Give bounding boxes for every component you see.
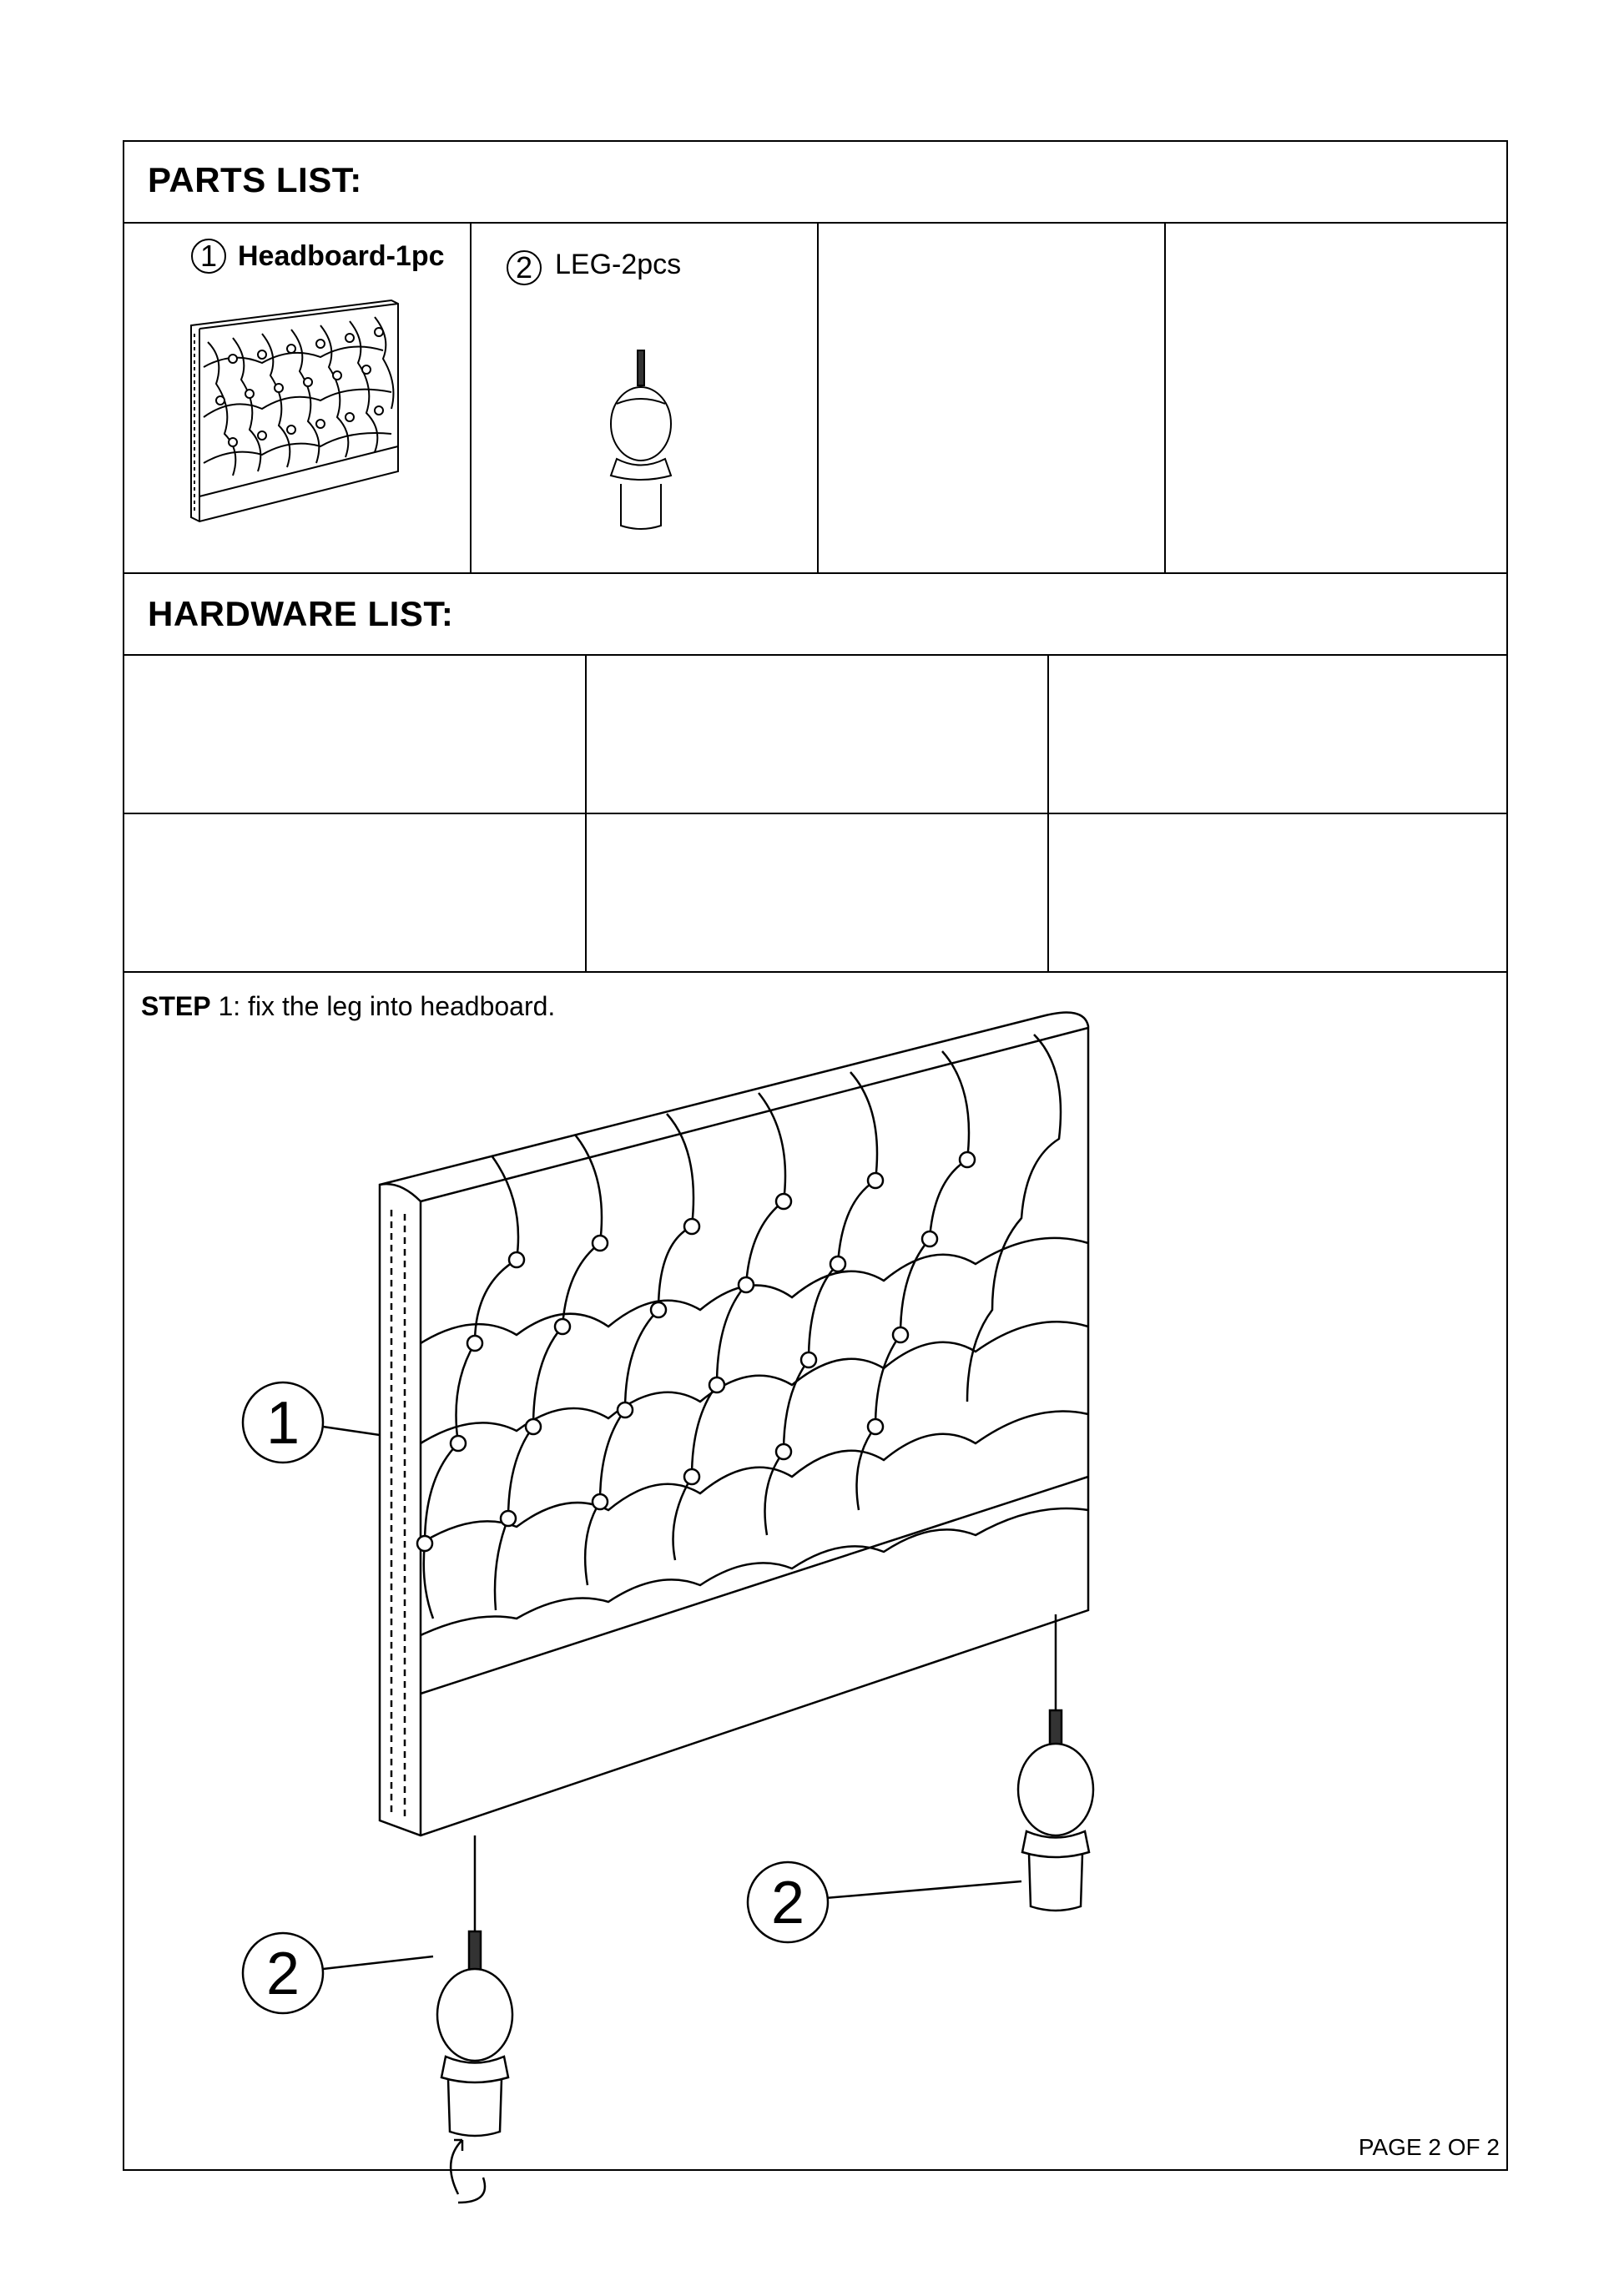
part-2-number: 2 <box>507 250 542 285</box>
parts-list-heading: PARTS LIST: <box>148 160 362 199</box>
step-number: 1 <box>218 991 234 1021</box>
page-number: PAGE 2 OF 2 <box>1358 2134 1500 2160</box>
callout-2-front: 2 <box>265 1941 300 2007</box>
callout-2-back: 2 <box>770 1870 805 1936</box>
assembly-diagram <box>124 142 1510 2173</box>
step-1-instruction: STEP 1: fix the leg into headboard. <box>141 991 556 1021</box>
part-1-label: Headboard-1pc <box>238 240 445 272</box>
step-word: STEP <box>141 991 211 1021</box>
hardware-list-heading: HARDWARE LIST: <box>148 594 454 633</box>
part-1-number: 1 <box>191 239 226 274</box>
assembly-sheet <box>123 140 1508 2171</box>
part-2-label: LEG-2pcs <box>555 249 682 280</box>
callout-1: 1 <box>265 1390 300 1457</box>
step-text: fix the leg into headboard. <box>248 991 556 1021</box>
